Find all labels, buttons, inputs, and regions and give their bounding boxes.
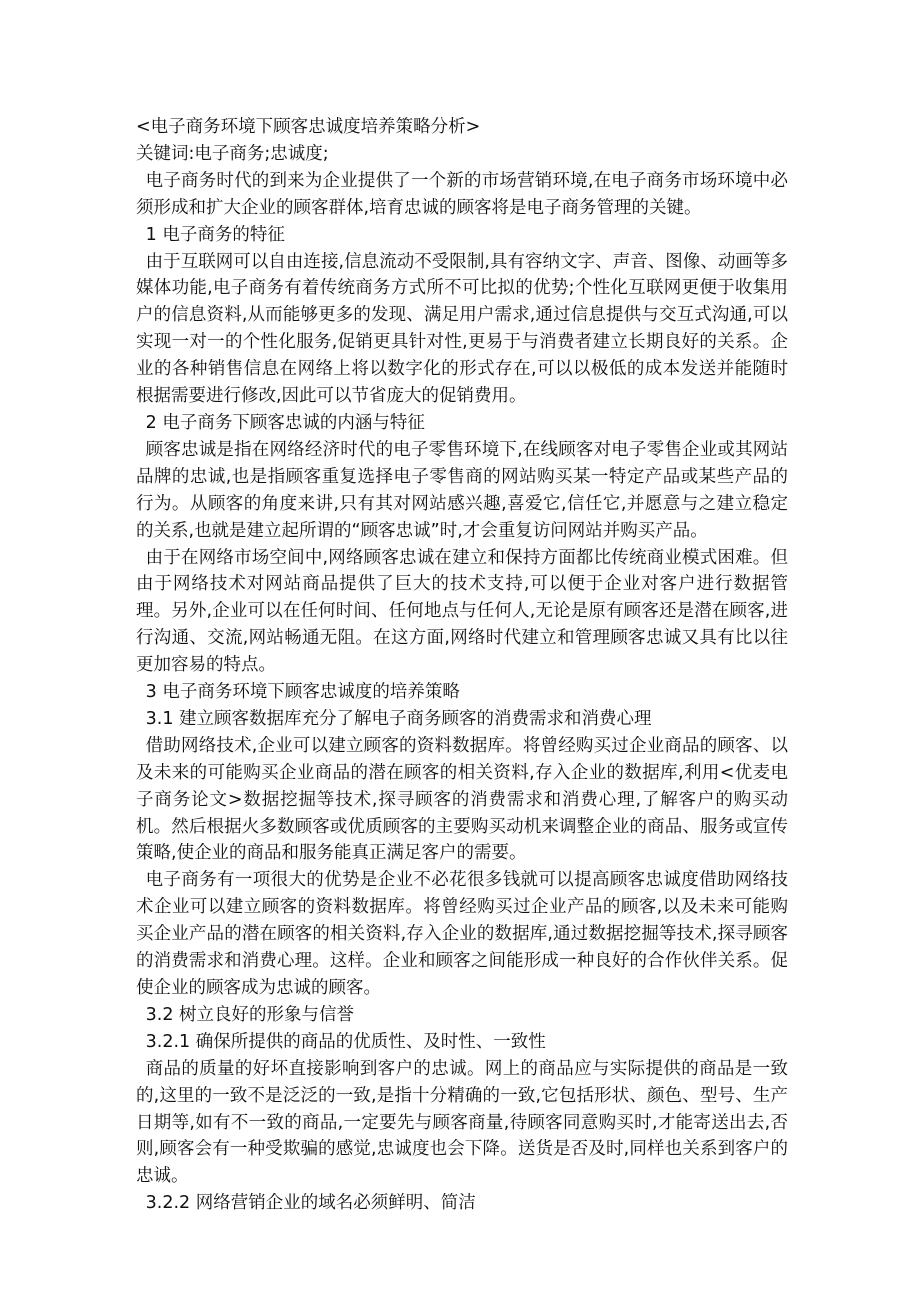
- intro-paragraph: 电子商务时代的到来为企业提供了一个新的市场营销环境,在电子商务市场环境中必须形成和扩大企业的顾客群体,培育忠诚的顾客将是电子商务管理的关键。: [136, 170, 788, 218]
- keywords-line: 关键词:电子商务;忠诚度;: [136, 143, 329, 164]
- document-body: [136, 114, 788, 1217]
- section-3-1-paragraph-2: 电子商务有一项很大的优势是企业不必花很多钱就可以提高顾客忠诚度借助网络技术企业可以建立顾客的资料数据库。将曾经购买过企业产品的顾客,以及未来可能购买企业产品的潜在顾客的相关资料,存入企业的数据库,通过数据挖掘等技术,探寻顾客的消费需求和消费心理。这样。企业和顾客之间能形成一种良好的合作伙伴关系。促使企业的顾客成为忠诚的顾客。: [136, 870, 788, 998]
- section-3-2-2-heading: 3.2.2 网络营销企业的域名必须鲜明、简洁: [145, 1193, 476, 1214]
- section-1-paragraph-1: 由于互联网可以自由连接,信息流动不受限制,具有容纳文字、声音、图像、动画等多媒体功能,电子商务有着传统商务方式所不可比拟的优势;个性化互联网更便于收集用户的信息资料,从而能够更多的发现、满足用户需求,通过信息提供与交互式沟通,可以实现一对一的个性化服务,促销更具针对性,更易于与消费者建立长期良好的关系。企业的各种销售信息在网络上将以数字化的形式存在,可以以极低的成本发送并能随时根据需要进行修改,因此可以节省庞大的促销费用。: [136, 251, 788, 407]
- section-2-paragraph-2: 由于在网络市场空间中,网络顾客忠诚在建立和保持方面都比传统商业模式困难。但由于网络技术对网站商品提供了巨大的技术支持,可以便于企业对客户进行数据管理。另外,企业可以在任何时间、任何地点与任何人,无论是原有顾客还是潜在顾客,进行沟通、交流,网站畅通无阻。在这方面,网络时代建立和管理顾客忠诚又具有比以往更加容易的特点。: [136, 547, 788, 676]
- section-1-heading: 1 电子商务的特征: [145, 224, 285, 245]
- section-3-2-1-paragraph-1: 商品的质量的好坏直接影响到客户的忠诚。网上的商品应与实际提供的商品是一致的,这里的一致不是泛泛的一致,是指十分精确的一致,它包括形状、颜色、型号、生产日期等,如有不一致的商品,一定要先与顾客商量,待顾客同意购买时,才能寄送出去,否则,顾客会有一种受欺骗的感觉,忠诚度也会下降。送货是否及时,同样也关系到客户的忠诚。: [136, 1058, 788, 1187]
- section-3-heading: 3 电子商务环境下顾客忠诚度的培养策略: [145, 682, 460, 703]
- section-3-2-heading: 3.2 树立良好的形象与信誉: [145, 1004, 355, 1025]
- section-2-paragraph-1: 顾客忠诚是指在网络经济时代的电子零售环境下,在线顾客对电子零售企业或其网站品牌的忠诚,也是指顾客重复选择电子零售商的网站购买某一特定产品或某些产品的行为。从顾客的角度来讲,只有其对网站感兴趣,喜爱它,信任它,并愿意与之建立稳定的关系,也就是建立起所谓的“顾客忠诚”时,才会重复访问网站并购买产品。: [136, 439, 788, 541]
- document-title: <电子商务环境下顾客忠诚度培养策略分析>: [136, 117, 481, 137]
- section-3-1-paragraph-1: 借助网络技术,企业可以建立顾客的资料数据库。将曾经购买过企业商品的顾客、以及未来的可能购买企业商品的潜在顾客的相关资料,存入企业的数据库,利用<优麦电子商务论文>数据挖掘等技术,探寻顾客的消费需求和消费心理,了解客户的购买动机。然后根据火多数顾客或优质顾客的主要购买动机来调整企业的商品、服务或宣传策略,使企业的商品和服务能真正满足客户的需要。: [136, 735, 788, 864]
- section-2-heading: 2 电子商务下顾客忠诚的内涵与特征: [145, 412, 425, 433]
- section-3-2-1-heading: 3.2.1 确保所提供的商品的优质性、及时性、一致性: [145, 1031, 546, 1052]
- section-3-1-heading: 3.1 建立顾客数据库充分了解电子商务顾客的消费需求和消费心理: [145, 708, 652, 729]
